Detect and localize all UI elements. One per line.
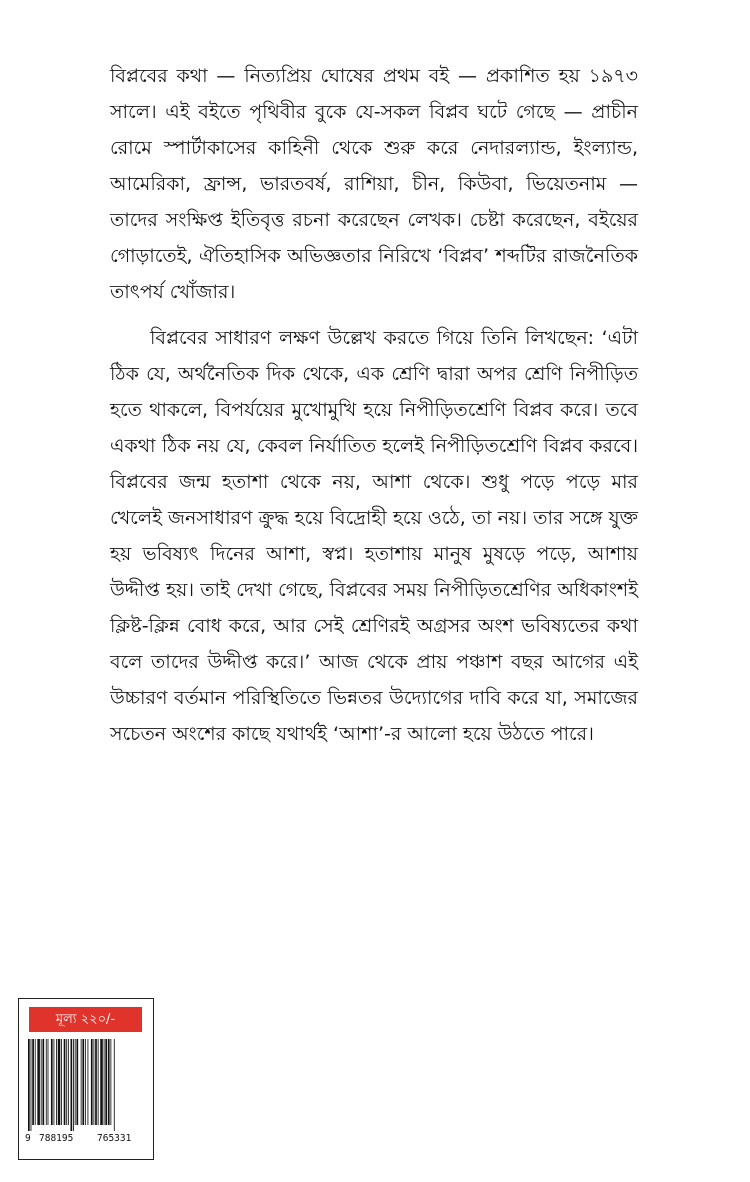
barcode-bar [100,1039,103,1125]
barcode-bar [51,1039,53,1125]
barcode-bar [105,1039,107,1125]
barcode-bar [46,1039,47,1125]
barcode-bar [71,1039,73,1131]
barcode-bar [75,1039,76,1125]
barcode-bar [114,1039,115,1131]
barcode-bar [81,1039,82,1125]
barcode-bar [76,1039,78,1125]
barcode-bar [64,1039,66,1125]
barcode-bar [35,1039,36,1125]
barcode-bar [28,1039,30,1131]
barcode-bar [68,1039,69,1125]
barcode-bar [66,1039,67,1125]
barcode-bar [85,1039,86,1125]
isbn-digit-group-2: 788195 [39,1133,74,1144]
barcode-bar [58,1039,61,1125]
barcode-bar [61,1039,62,1125]
barcode-bar [91,1039,93,1125]
isbn-digit-group-1: 9 [25,1133,31,1144]
barcode-bar [41,1039,42,1125]
barcode-bar [73,1039,74,1131]
price-barcode-box [18,998,154,1160]
barcode-bar [110,1039,111,1125]
barcode-bar [56,1039,57,1125]
blurb-paragraph-2: বিপ্লবের সাধারণ লক্ষণ উল্লেখ করতে গিয়ে তিনি লিখছেন: ‘এটা ঠিক যে, অর্থনৈতিক দিক থেকে, এক শ্রেণি দ্বারা অপর শ্রেণি নিপীড়িত হতে থাকলে, বিপর্যয়ের মুখোমুখি হয়ে নিপীড়িতশ্রেণি বিপ্লব করে। তবে একথা ঠিক নয় যে, কেবল নির্যাতিত হলেই নিপীড়িতশ্রেণি বিপ্লব করবে। বিপ্লবের জন্ম হতাশা থেকে নয়, আশা থেকে। শুধু পড়ে পড়ে মার খেলেই জনসাধারণ ক্রুদ্ধ হয়ে বিদ্রোহী হয়ে ওঠে, তা নয়। তার সঙ্গে যুক্ত হয় ভবিষ্যৎ দিনের আশা, স্বপ্ন। হতাশায় মানুষ মুষড়ে পড়ে, আশায় উদ্দীপ্ত হয়। তাই দেখা গেছে, বিপ্লবের সময় নিপীড়িতশ্রেণির অধিকাংশই ক্লিষ্ট-ক্লিন্ন বোধ করে, আর সেই শ্রেণিরই অগ্রসর অংশ ভবিষ্যতের কথা বলে তাদের উদ্দীপ্ত করে।’ আজ থেকে প্রায় পঞ্চাশ বছর আগের এই উচ্চারণ বর্তমান পরিস্থিতিতে ভিন্নতর উদ্যোগের দাবি করে যা, সমাজের সচেতন অংশের কাছে যথার্থই ‘আশা’-র আলো হয়ে উঠতে পারে। [110,327,638,745]
barcode-bar [31,1039,32,1131]
barcode-bar [93,1039,94,1125]
barcode-bar [88,1039,89,1125]
blurb-paragraph-1: বিপ্লবের কথা — নিত্যপ্রিয় ঘোষের প্রথম বই — প্রকাশিত হয় ১৯৭৩ সালে। এই বইতে পৃথিবীর বুকে যে-সকল বিপ্লব ঘটে গেছে — প্রাচীন রোমে স্পার্টাকাসের কাহিনী থেকে শুরু করে নেদারল্যান্ড, ইংল্যান্ড, আমেরিকা, ফ্রান্স, ভারতবর্ষ, রাশিয়া, চীন, কিউবা, ভিয়েতনাম — তাদের সংক্ষিপ্ত ইতিবৃত্ত রচনা করেছেন লেখক। চেষ্টা করেছেন, বইয়ের গোড়াতেই, ঐতিহাসিক অভিজ্ঞতার নিরিখে ‘বিপ্লব’ শব্দটির রাজনৈতিক তাৎপর্য খোঁজার। [110,65,638,303]
barcode-bar [42,1039,44,1125]
barcode-bar [95,1039,97,1125]
barcode-bar [48,1039,49,1125]
barcode-bar [37,1039,40,1125]
isbn-digit-group-3: 765331 [97,1133,132,1144]
barcode-bar [32,1039,34,1125]
barcode-bar [104,1039,105,1125]
barcode-bar [82,1039,84,1125]
price-label: মূল্য ২২০/- [29,1007,142,1032]
barcode-bar [108,1039,110,1125]
barcode-bar [98,1039,99,1125]
isbn-barcode [28,1039,144,1131]
barcode-bar [54,1039,55,1125]
